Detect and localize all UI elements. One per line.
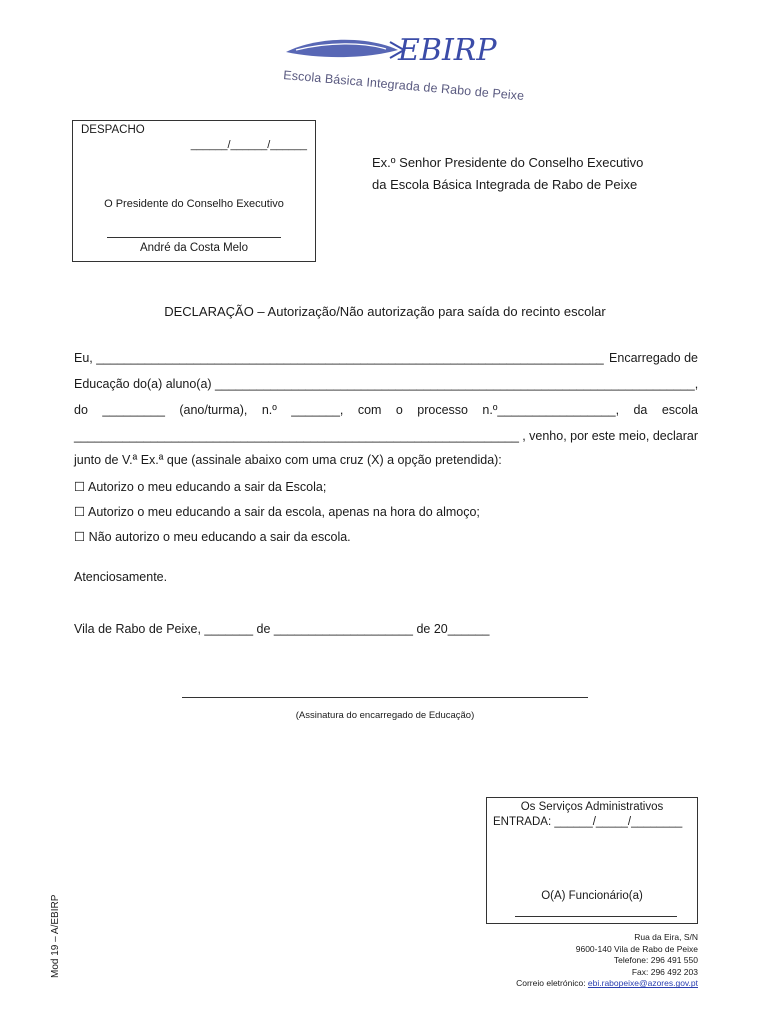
line3-word: do — [74, 403, 88, 417]
footer-fax: Fax: 296 492 203 — [631, 966, 698, 977]
despacho-signature-line[interactable] — [107, 237, 281, 238]
line3-word: n.º — [261, 403, 277, 417]
line3-word: da — [633, 403, 648, 417]
line3-word: processo — [417, 403, 468, 417]
line3-word: com — [357, 403, 382, 417]
option-authorize-lunch[interactable]: ☐ Autorizo o meu educando a sair da escola, apenas na hora do almoço; — [74, 505, 480, 519]
despacho-president-name: André da Costa Melo — [139, 242, 249, 254]
footer-address-2: 9600-140 Vila de Rabo de Peixe — [575, 943, 698, 954]
funcionario-signature-line[interactable] — [515, 916, 677, 917]
despacho-title: DESPACHO — [81, 124, 145, 136]
despacho-president-label: O Presidente do Conselho Executivo — [104, 198, 284, 210]
line3-word[interactable]: _________ — [102, 403, 165, 417]
footer-email-label: Correio eletrónico: — [516, 978, 588, 989]
servicos-box — [486, 797, 698, 924]
line3-word[interactable]: n.º_________________, — [482, 403, 620, 417]
line3-word: o — [395, 403, 403, 417]
signature-caption: (Assinatura do encarregado de Educação) — [295, 710, 475, 721]
servicos-title: Os Serviços Administrativos — [520, 801, 664, 813]
recipient-line-1: Ex.º Senhor Presidente do Conselho Executivo — [372, 155, 644, 170]
school-name-field[interactable]: ________________________________________________________________ — [74, 429, 519, 443]
declaration-heading: DECLARAÇÃO – Autorização/Não autorização para saída do recinto escolar — [164, 304, 606, 319]
option-authorize[interactable]: ☐ Autorizo o meu educando a sair da Escola; — [74, 480, 327, 494]
logo-subtitle: Escola Básica Integrada de Rabo de Peixe — [282, 68, 525, 104]
option-not-authorize[interactable]: ☐ Não autorizo o meu educando a sair da escola. — [74, 530, 351, 544]
line3-word: escola — [661, 403, 698, 417]
student-name-field[interactable]: Educação do(a) aluno(a) _____________________________________________________________________, — [74, 377, 699, 391]
declaration-line-5: junto de V.ª Ex.ª que (assinale abaixo com uma cruz (X) a opção pretendida): — [74, 453, 502, 467]
declaration-line-4: ________________________________________________________________ , venho, por este meio, declarar — [74, 429, 698, 443]
line3-word[interactable]: _______, — [291, 403, 344, 417]
closing-text: Atenciosamente. — [74, 570, 168, 584]
footer-email-link[interactable]: ebi.rabopeixe@azores.gov.pt — [587, 978, 698, 989]
form-code: Mod 19 – A/EBIRP — [50, 894, 61, 978]
footer-phone: Telefone: 296 491 550 — [613, 955, 698, 966]
recipient-line-2: da Escola Básica Integrada de Rabo de Peixe — [372, 177, 638, 192]
place-date-field[interactable]: Vila de Rabo de Peixe, _______ de ____________________ de 20______ — [74, 622, 490, 636]
recipient-block — [372, 152, 643, 196]
declaration-line-1: Eu, _________________________________________________________________________ Encarregado de — [74, 351, 698, 365]
footer-address-1: Rua da Eira, S/N — [634, 932, 698, 942]
despacho-date-field[interactable]: ______/______/______ — [190, 139, 307, 151]
despacho-box — [72, 120, 316, 262]
funcionario-label: O(A) Funcionário(a) — [541, 890, 643, 902]
logo-mark: EBIRP — [398, 33, 497, 68]
guardian-signature-line[interactable] — [182, 697, 588, 698]
line3-word: (ano/turma), — [179, 403, 248, 417]
guardian-name-field[interactable]: Eu, _________________________________________________________________________ — [74, 351, 604, 365]
entrada-date-field[interactable]: ENTRADA: ______/_____/________ — [493, 816, 683, 828]
declaration-line-3 — [74, 403, 698, 417]
footer-contact — [516, 932, 698, 990]
